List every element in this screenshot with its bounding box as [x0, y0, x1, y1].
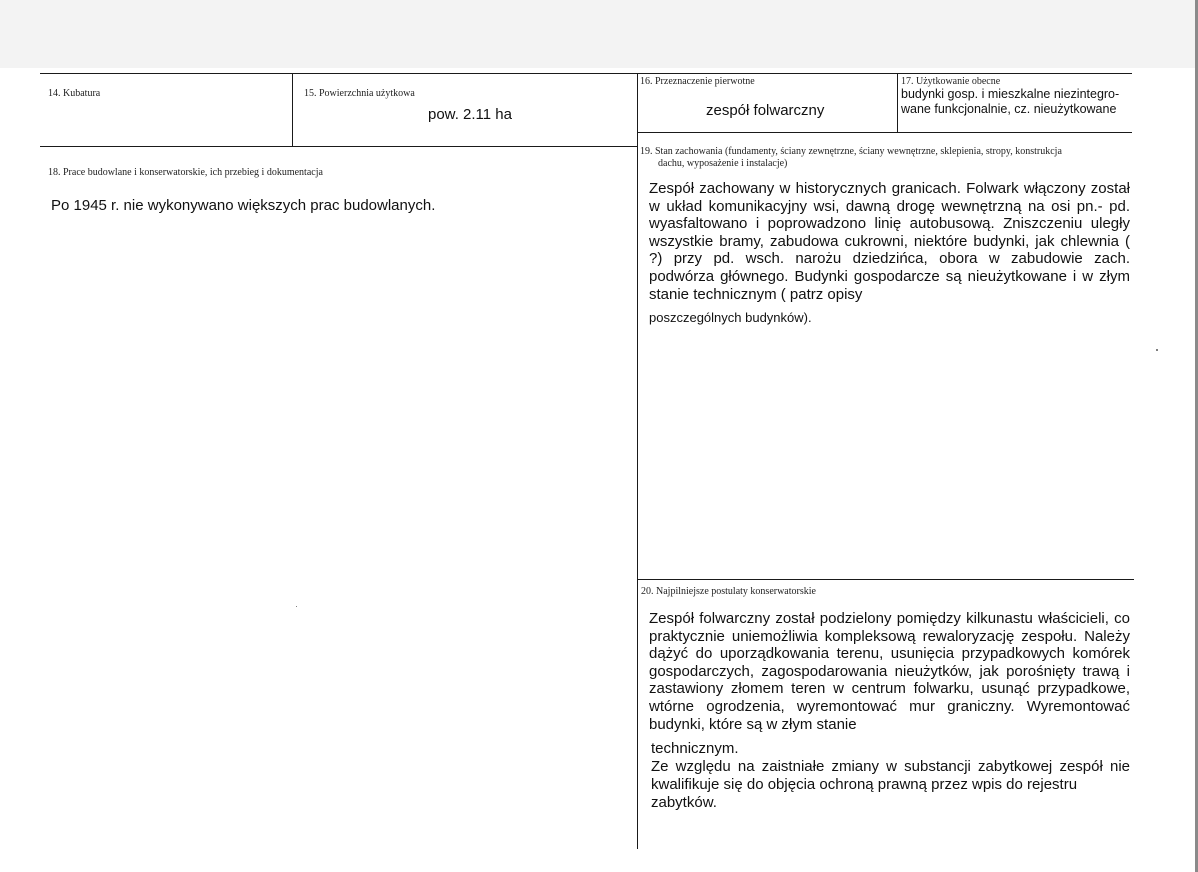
field-17-label: 17. Użytkowanie obecne: [901, 76, 1001, 87]
field-19-label-line-2: dachu, wyposażenie i instalacje): [658, 158, 788, 169]
field-15-label: 15. Powierzchnia użytkowa: [304, 88, 415, 99]
field-20-text-paragraph-2-last: zabytków.: [651, 794, 717, 811]
field-20-label: 20. Najpilniejsze postulaty konserwatorskie: [641, 586, 816, 597]
field-18-label: 18. Prace budowlane i konserwatorskie, ich przebieg i dokumentacja: [48, 167, 323, 178]
field-17-value-line-2: wane funkcjonalnie, cz. nieużytkowane: [901, 102, 1117, 116]
field-19-text: Zespół zachowany w historycznych granicach. Folwark włączony został w układ komunikacyjny wsi, dawną drogę wewnętrzną na osi pn.- pd. wyasfaltowano i poprowadzono linię autobusową. Zniszczeniu uległy wszystkie bramy, zabudowa cukrowni, niektóre budynki, jak chlewnia ( ?) przy pd. wsch. narożu dziedzińca, obora w zabudowie zach. podwórza głównego. Budynki gospodarcze są nieużytkowane i w złym stanie technicznym ( patrz opisy: [649, 180, 1130, 303]
field-17-value-line-1: budynki gosp. i mieszkalne niezintegro-: [901, 87, 1120, 101]
field-14-label: 14. Kubatura: [48, 88, 101, 99]
field-16-value: zespół folwarczny: [706, 102, 825, 119]
field-18-text: Po 1945 r. nie wykonywano większych prac budowlanych.: [51, 197, 436, 214]
field-15-value: pow. 2.11 ha: [428, 106, 512, 123]
section-20-rule: [638, 579, 1134, 580]
divider-14-15: [292, 73, 293, 146]
left-row-rule: [40, 146, 638, 147]
field-20-text-paragraph-2: Ze względu na zaistniałe zmiany w substancji zabytkowej zespół nie kwalifikuje się do objęcia ochroną prawną przez wpis do rejestru: [651, 758, 1130, 793]
main-vertical-divider: [637, 73, 638, 849]
field-20-text-paragraph-1-last: technicznym.: [651, 740, 739, 757]
top-rule: [40, 73, 1132, 74]
right-row-rule: [638, 132, 1132, 133]
scan-top-margin: [0, 0, 1198, 68]
scan-speck: [296, 606, 297, 607]
field-16-label: 16. Przeznaczenie pierwotne: [640, 76, 755, 87]
scan-speck: [1156, 349, 1158, 351]
divider-16-17: [897, 73, 898, 132]
field-19-label-line-1: 19. Stan zachowania (fundamenty, ściany zewnętrzne, ściany wewnętrzne, sklepienia, stropy, konstrukcja: [640, 146, 1062, 157]
field-20-text-paragraph-1: Zespół folwarczny został podzielony pomiędzy kilkunastu właścicieli, co praktycznie uniemożliwia kompleksową rewaloryzację zespołu. Należy dążyć do uporządkowania terenu, usunięcia przypadkowych komórek gospodarczych, zagospodarowania nieużytków, jak porośnięty trawą i zastawiony złomem teren w centrum folwarku, usunąć przypadkowe, wtórne ogrodzenia, wyremontować mur graniczny. Wyremontować budynki, które są w złym stanie: [649, 610, 1130, 733]
field-19-text-last: poszczególnych budynków).: [649, 310, 812, 325]
